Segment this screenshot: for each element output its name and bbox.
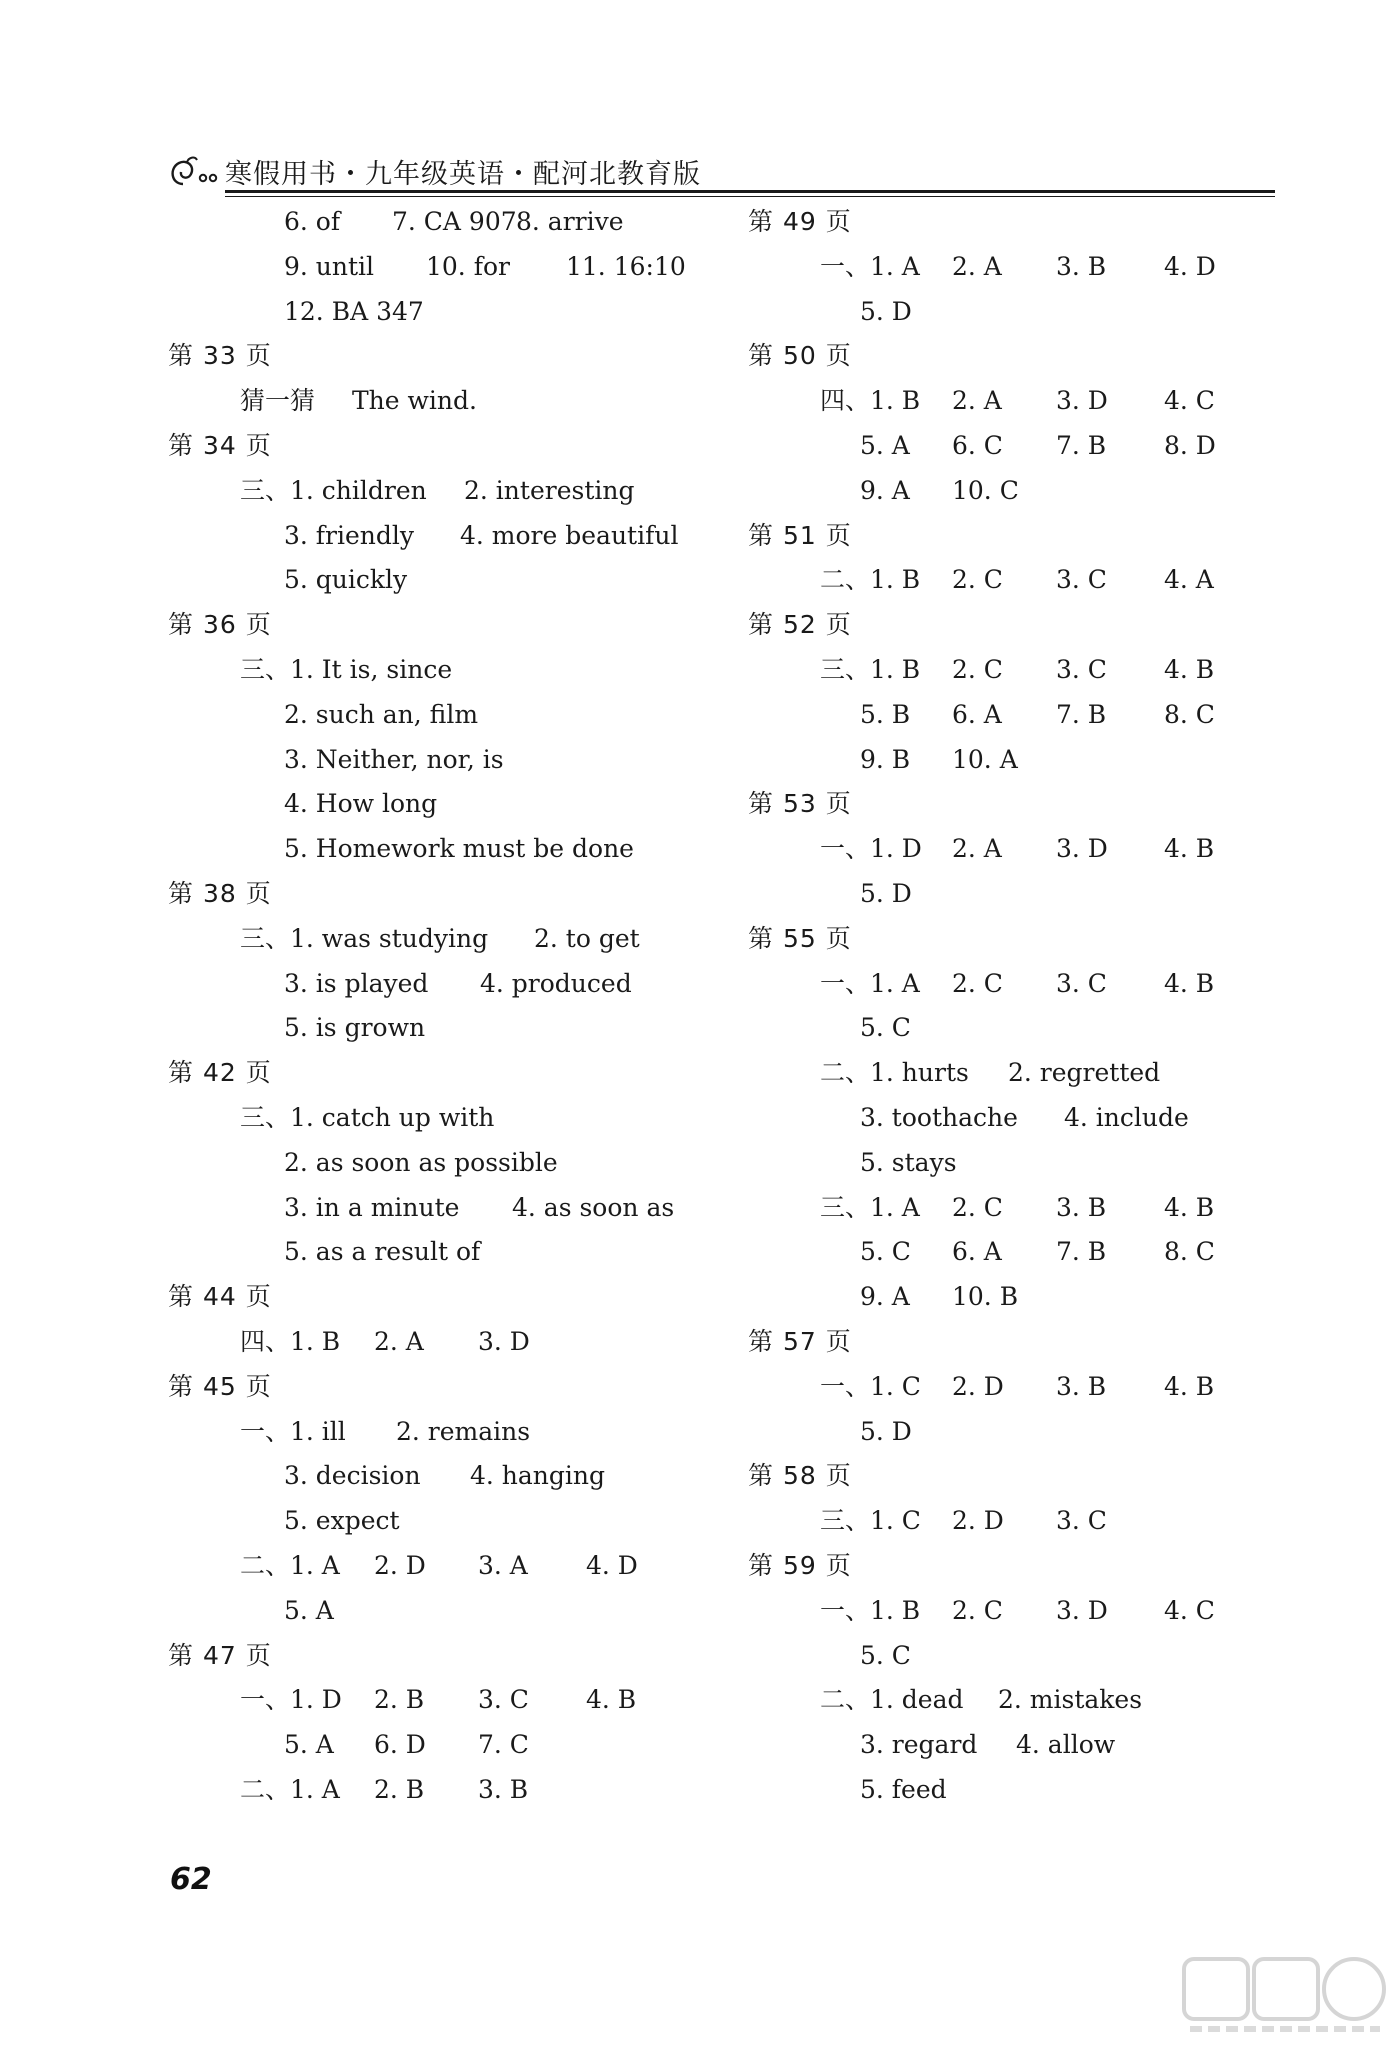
- answer-item: 5. D: [860, 296, 912, 326]
- answer-item: 二、1. hurts: [820, 1058, 969, 1088]
- answer-item: 9. A: [860, 1282, 910, 1312]
- answer-row: [748, 1051, 1308, 1096]
- answer-item: 3. B: [1056, 1371, 1107, 1401]
- answer-row: [168, 1768, 728, 1813]
- answer-item: 四、1. B: [820, 386, 921, 416]
- answer-item: 一、1. B: [820, 1595, 921, 1625]
- page-heading: [168, 872, 728, 917]
- answer-row: [168, 245, 728, 290]
- page-heading: [748, 782, 1308, 827]
- answer-item: 3. in a minute: [284, 1192, 460, 1222]
- answer-column-left: [168, 200, 728, 1813]
- answer-row: [168, 648, 728, 693]
- answer-row: [168, 200, 728, 245]
- answer-item: 8. arrive: [516, 207, 624, 236]
- answer-item: 12. BA 347: [284, 296, 424, 326]
- page-heading: [748, 1454, 1308, 1499]
- page-heading: [748, 1544, 1308, 1589]
- answer-column-right: [748, 200, 1308, 1813]
- page-heading: [748, 200, 1308, 245]
- answer-item: 三、1. children: [240, 475, 427, 505]
- answer-item: 9. A: [860, 475, 910, 505]
- answer-item: 11. 16:10: [566, 251, 686, 281]
- page-heading-label: 第 52 页: [748, 610, 852, 640]
- answer-row: [168, 827, 728, 872]
- answer-item: 10. B: [952, 1282, 1019, 1312]
- answer-item: 4. A: [1164, 565, 1214, 595]
- answer-item: 5. A: [284, 1730, 334, 1760]
- answer-row: [168, 1186, 728, 1231]
- answer-row: [748, 1410, 1308, 1455]
- page-heading: [168, 1634, 728, 1679]
- answer-item: 四、1. B: [240, 1326, 341, 1356]
- answer-item: 2. D: [952, 1506, 1004, 1536]
- answer-item: 2. remains: [396, 1416, 531, 1446]
- answer-item: 2. as soon as possible: [284, 1147, 558, 1177]
- answer-item: 8. C: [1164, 699, 1215, 729]
- answer-item: 3. B: [1056, 1192, 1107, 1222]
- page-heading-label: 第 57 页: [748, 1326, 852, 1356]
- page-heading-label: 第 59 页: [748, 1550, 852, 1580]
- answer-row: [168, 1723, 728, 1768]
- answer-item: 4. How long: [284, 789, 438, 819]
- answer-item: 2. C: [952, 1595, 1003, 1625]
- page-heading: [748, 917, 1308, 962]
- answer-item: 2. D: [952, 1371, 1004, 1401]
- answer-item: 3. C: [1056, 1506, 1107, 1536]
- page-heading-label: 第 53 页: [748, 789, 852, 819]
- page-heading-label: 第 50 页: [748, 341, 852, 371]
- answer-row: [748, 558, 1308, 603]
- answer-item: 三、1. B: [820, 654, 921, 684]
- answer-item: 三、1. C: [820, 1506, 921, 1536]
- answer-item: 3. D: [1056, 386, 1108, 416]
- answer-row: [168, 693, 728, 738]
- page-heading: [168, 1365, 728, 1410]
- answer-item: 6. A: [952, 699, 1002, 729]
- answer-item: 4. C: [1164, 386, 1215, 416]
- answer-item: 3. D: [1056, 834, 1108, 864]
- answer-item: 6. A: [952, 1237, 1002, 1267]
- page-heading-label: 第 55 页: [748, 923, 852, 953]
- answer-item: 一、1. ill: [240, 1416, 346, 1446]
- answer-item: 4. B: [1164, 834, 1215, 864]
- answer-item: 5. stays: [860, 1147, 957, 1177]
- answer-item: 4. B: [1164, 1192, 1215, 1222]
- answer-item: 5. quickly: [284, 565, 408, 595]
- answer-item: 2. to get: [534, 923, 640, 953]
- page-heading-label: 第 51 页: [748, 520, 852, 550]
- answer-row: [168, 558, 728, 603]
- answer-item: 5. C: [860, 1237, 911, 1267]
- answer-item: 3. A: [478, 1550, 528, 1580]
- answer-item: 4. include: [1064, 1102, 1189, 1132]
- answer-item: 3. C: [1056, 565, 1107, 595]
- answer-item: 5. as a result of: [284, 1237, 481, 1267]
- answer-item: 5. C: [860, 1640, 911, 1670]
- answer-item: 2. B: [374, 1774, 425, 1804]
- page-heading-label: 第 44 页: [168, 1282, 272, 1312]
- answer-item: 7. B: [1056, 699, 1107, 729]
- answer-item: 5. C: [860, 1013, 911, 1043]
- answer-item: 3. toothache: [860, 1102, 1018, 1132]
- header-rule-thick: [225, 190, 1275, 193]
- answer-item: 4. more beautiful: [460, 520, 679, 550]
- book-title: 寒假用书・九年级英语・配河北教育版: [225, 159, 701, 190]
- answer-item: 5. D: [860, 878, 912, 908]
- answer-item: 4. B: [1164, 968, 1215, 998]
- answer-item: 2. A: [952, 251, 1002, 281]
- answer-item: 猜一猜: [240, 386, 316, 416]
- answer-item: 三、1. was studying: [240, 923, 489, 953]
- answer-row: [748, 1499, 1308, 1544]
- answer-row: [748, 962, 1308, 1007]
- answer-item: 一、1. A: [820, 251, 920, 281]
- page-heading-label: 第 34 页: [168, 430, 272, 460]
- answer-row: [748, 1634, 1308, 1679]
- page-heading-label: 第 36 页: [168, 610, 272, 640]
- answer-row: [748, 738, 1308, 783]
- answer-item: 2. interesting: [464, 475, 635, 505]
- answer-row: [168, 1230, 728, 1275]
- answer-item: 10. A: [952, 744, 1018, 774]
- answer-item: 8. D: [1164, 430, 1216, 460]
- answer-item: 4. D: [586, 1550, 638, 1580]
- answer-item: 二、1. A: [240, 1550, 340, 1580]
- answer-row: [748, 1678, 1308, 1723]
- answer-item: 4. B: [586, 1685, 637, 1715]
- answer-item: 2. D: [374, 1550, 426, 1580]
- answer-row: [168, 1454, 728, 1499]
- page-heading-label: 第 49 页: [748, 207, 852, 236]
- page-heading-label: 第 58 页: [748, 1461, 852, 1491]
- page-heading: [748, 334, 1308, 379]
- answer-row: [748, 290, 1308, 335]
- answer-item: 2. B: [374, 1685, 425, 1715]
- answer-row: [168, 917, 728, 962]
- answer-row: [748, 1186, 1308, 1231]
- answer-item: 6. C: [952, 430, 1003, 460]
- answer-item: 2. C: [952, 1192, 1003, 1222]
- answer-item: 3. B: [478, 1774, 529, 1804]
- answer-item: 5. D: [860, 1416, 912, 1446]
- answer-row: [168, 469, 728, 514]
- swirl-logo-icon: [165, 154, 223, 190]
- answer-item: 3. regard: [860, 1730, 978, 1760]
- answer-item: 2. C: [952, 968, 1003, 998]
- answer-item: 一、1. C: [820, 1371, 921, 1401]
- answer-item: 2. A: [374, 1326, 424, 1356]
- answer-item: 一、1. A: [820, 968, 920, 998]
- answer-item: 4. D: [1164, 251, 1216, 281]
- page-heading: [168, 1275, 728, 1320]
- answer-item: 三、1. A: [820, 1192, 920, 1222]
- answer-item: 4. B: [1164, 654, 1215, 684]
- header-rule-thin: [225, 196, 1275, 197]
- answer-item: 5. expect: [284, 1506, 400, 1536]
- answer-item: 一、1. D: [820, 834, 922, 864]
- answer-row: [168, 738, 728, 783]
- answer-row: [168, 1006, 728, 1051]
- answer-item: 9. B: [860, 744, 911, 774]
- answer-item: 3. Neither, nor, is: [284, 744, 504, 774]
- page-heading-label: 第 45 页: [168, 1371, 272, 1401]
- answer-item: 4. allow: [1016, 1730, 1116, 1760]
- answer-item: 2. A: [952, 386, 1002, 416]
- page-heading-label: 第 42 页: [168, 1058, 272, 1088]
- answer-item: 3. B: [1056, 251, 1107, 281]
- answer-item: 三、1. It is, since: [240, 654, 453, 684]
- answer-item: 7. B: [1056, 430, 1107, 460]
- answer-item: 2. mistakes: [998, 1685, 1143, 1715]
- answer-item: 5. is grown: [284, 1013, 426, 1043]
- answer-item: 5. Homework must be done: [284, 834, 634, 864]
- answer-item: 3. D: [478, 1326, 530, 1356]
- answer-row: [748, 827, 1308, 872]
- answer-row: [748, 379, 1308, 424]
- answer-item: 5. A: [284, 1595, 334, 1625]
- answer-item: 9. until: [284, 251, 375, 281]
- answer-row: [168, 1589, 728, 1634]
- answer-row: [168, 1141, 728, 1186]
- answer-row: [748, 1365, 1308, 1410]
- answer-item: 2. A: [952, 834, 1002, 864]
- page-heading-label: 第 47 页: [168, 1640, 272, 1670]
- answer-row: [748, 245, 1308, 290]
- answer-row: [748, 424, 1308, 469]
- answer-item: 7. CA 907: [392, 207, 517, 236]
- answer-row: [748, 693, 1308, 738]
- answer-item: 3. C: [1056, 968, 1107, 998]
- answer-row: [748, 1006, 1308, 1051]
- page-number: 62: [170, 1862, 212, 1897]
- answer-item: 4. hanging: [470, 1461, 606, 1491]
- answer-item: 二、1. B: [820, 565, 921, 595]
- answer-row: [168, 962, 728, 1007]
- answer-item: 10. for: [426, 251, 510, 281]
- answer-row: [168, 782, 728, 827]
- answer-item: 5. feed: [860, 1774, 947, 1804]
- answer-row: [168, 1544, 728, 1589]
- answer-item: 5. B: [860, 699, 911, 729]
- page-heading-label: 第 38 页: [168, 878, 272, 908]
- answer-item: 3. D: [1056, 1595, 1108, 1625]
- page-heading: [168, 1051, 728, 1096]
- page-header: [165, 150, 1275, 196]
- answer-item: 6. D: [374, 1730, 426, 1760]
- answer-row: [748, 872, 1308, 917]
- answer-row: [748, 1589, 1308, 1634]
- page-heading: [168, 424, 728, 469]
- answer-item: 3. C: [1056, 654, 1107, 684]
- answer-item: 7. B: [1056, 1237, 1107, 1267]
- answer-item: 一、1. D: [240, 1685, 342, 1715]
- answer-row: [748, 1096, 1308, 1141]
- answer-item: 4. produced: [480, 968, 632, 998]
- page-heading: [168, 334, 728, 379]
- answer-item: 2. regretted: [1008, 1058, 1161, 1088]
- answer-row: [168, 1499, 728, 1544]
- answer-item: 5. A: [860, 430, 910, 460]
- answer-item: 2. C: [952, 654, 1003, 684]
- page-heading: [168, 603, 728, 648]
- answer-row: [748, 469, 1308, 514]
- answer-row: [748, 1275, 1308, 1320]
- answer-item: 2. such an, film: [284, 699, 479, 729]
- answer-item: 6. of: [284, 207, 341, 236]
- answer-item: 4. as soon as: [512, 1192, 675, 1222]
- answer-item: 3. friendly: [284, 520, 415, 550]
- answer-item: The wind.: [352, 386, 477, 416]
- answer-item: 7. C: [478, 1730, 529, 1760]
- answer-row: [748, 1230, 1308, 1275]
- answer-item: 二、1. dead: [820, 1685, 964, 1715]
- answer-row: [168, 1410, 728, 1455]
- answer-row: [168, 1096, 728, 1141]
- answer-row: [168, 1678, 728, 1723]
- answer-row: [748, 648, 1308, 693]
- answer-item: 4. B: [1164, 1371, 1215, 1401]
- answer-item: 4. C: [1164, 1595, 1215, 1625]
- answer-row: [168, 379, 728, 424]
- page-heading: [748, 514, 1308, 559]
- answer-item: 3. C: [478, 1685, 529, 1715]
- answer-item: 10. C: [952, 475, 1019, 505]
- page-heading-label: 第 33 页: [168, 341, 272, 371]
- answer-item: 8. C: [1164, 1237, 1215, 1267]
- page-heading: [748, 1320, 1308, 1365]
- answer-row: [168, 1320, 728, 1365]
- answer-item: 二、1. A: [240, 1774, 340, 1804]
- answer-row: [168, 514, 728, 559]
- page-heading: [748, 603, 1308, 648]
- answer-row: [748, 1723, 1308, 1768]
- watermark-stamp-icon: [1180, 1955, 1390, 2040]
- answer-row: [748, 1141, 1308, 1186]
- answer-item: 三、1. catch up with: [240, 1102, 495, 1132]
- answer-item: 2. C: [952, 565, 1003, 595]
- answer-item: 3. is played: [284, 968, 429, 998]
- answer-row: [168, 290, 728, 335]
- answer-item: 3. decision: [284, 1461, 421, 1491]
- answer-row: [748, 1768, 1308, 1813]
